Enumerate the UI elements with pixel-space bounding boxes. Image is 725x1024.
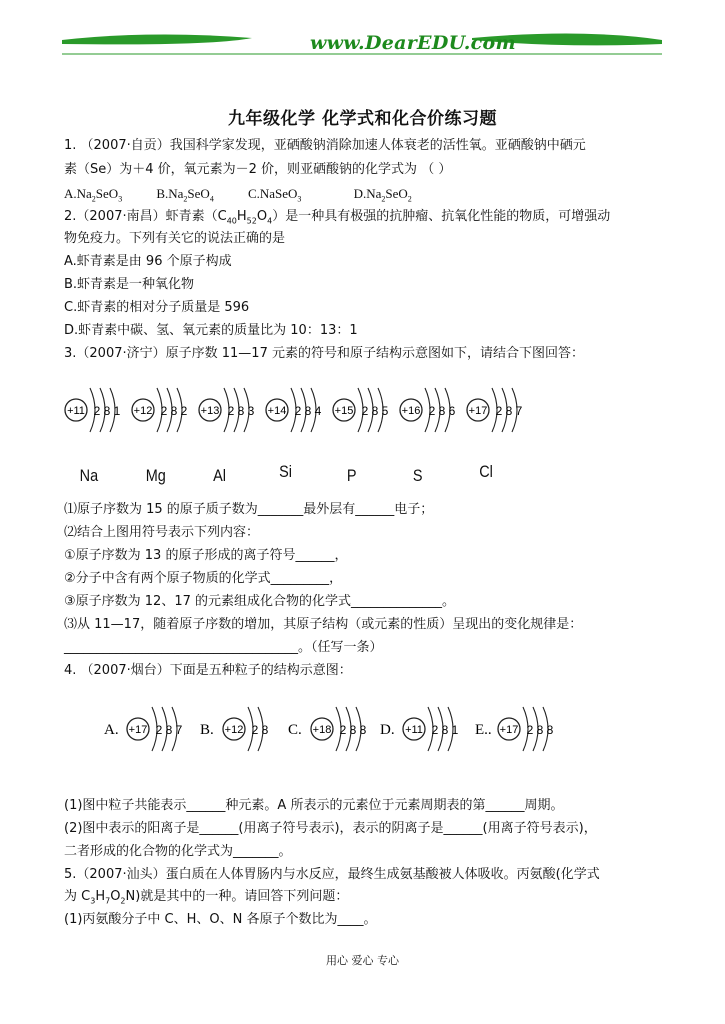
shell-electron-count: 8	[103, 404, 111, 418]
particle-label-2: C.	[288, 722, 302, 738]
shell-electron-count: 2	[431, 723, 439, 737]
particle-diagram-1	[223, 707, 269, 751]
shell-electron-count: 5	[381, 404, 389, 418]
atom-diagram-p	[333, 388, 389, 432]
shell-electron-count: 8	[170, 404, 178, 418]
shell-electron-count: 8	[536, 723, 544, 737]
atom-diagram-s	[400, 388, 456, 432]
q1-option-b: $B.Na_2SeO_4$	[156, 186, 214, 204]
element-symbol-al: Al	[213, 466, 226, 485]
shell-electron-count: 8	[165, 723, 173, 737]
shell-electron-count: 8	[349, 723, 357, 737]
particle-diagram-0	[127, 707, 183, 751]
q1-line1: 1. （2007·自贡）我国科学家发现，亚硒酸钠消除加速人体衰老的活性氧。亚硒酸钠中硒元	[64, 138, 586, 153]
q4-part3: 二者形成的化合物的化学式为_______。	[64, 844, 292, 859]
element-symbol-p: P	[346, 466, 357, 485]
shell-electron-count: 4	[314, 404, 322, 418]
nucleus-charge: +16	[401, 405, 421, 417]
q1-options	[64, 184, 442, 210]
header-banner	[62, 26, 662, 58]
particle-label-4: E..	[475, 722, 492, 738]
q5-line2: 为 $C_3H_7O_2N$)就是其中的一种。请回答下列问题：	[64, 889, 349, 906]
nucleus-charge: +17	[468, 405, 488, 417]
page-title: 九年级化学 化学式和化合价练习题	[228, 109, 497, 129]
q5-line3: (1)丙氨酸分子中 C、H、O、N 各原子个数比为____。	[64, 912, 377, 927]
nucleus-charge: +14	[267, 405, 287, 417]
nucleus-charge: +12	[224, 724, 244, 736]
particle-diagrams-row	[90, 692, 560, 772]
nucleus-charge: +11	[67, 405, 85, 417]
shell-electron-count: 8	[438, 404, 446, 418]
q2-option-c: C.虾青素的相对分子质量是 596	[64, 300, 250, 315]
element-symbol-cl: Cl	[479, 462, 493, 481]
nucleus-charge: +17	[499, 724, 519, 736]
shell-electron-count: 8	[546, 723, 554, 737]
shell-electron-count: 2	[294, 404, 302, 418]
q3-part1: ⑴原子序数为 15 的原子质子数为_______最外层有______电子；	[64, 502, 434, 517]
nucleus-charge: +17	[128, 724, 148, 736]
shell-electron-count: 3	[247, 404, 255, 418]
nucleus-charge: +18	[312, 724, 332, 736]
shell-electron-count: 8	[237, 404, 245, 418]
site-url: www.DearEDU.com	[310, 32, 516, 54]
q4-part2: (2)图中表示的阳离子是______(用离子符号表示)，表示的阴离子是______(用离子符号表示)，	[64, 821, 597, 836]
shell-electron-count: 8	[505, 404, 513, 418]
q3-part2b: ②分子中含有两个原子物质的化学式_________，	[64, 571, 343, 586]
nucleus-charge: +11	[405, 724, 423, 736]
atom-diagram-na	[65, 388, 121, 432]
q1-option-d: $D.Na_2SeO_2$	[353, 186, 412, 204]
q4-intro: 4. （2007·烟台）下面是五种粒子的结构示意图：	[64, 663, 352, 678]
q3-part2a: ①原子序数为 13 的原子形成的离子符号______，	[64, 548, 348, 563]
particle-label-1: B.	[200, 722, 214, 738]
shell-electron-count: 8	[371, 404, 379, 418]
shell-electron-count: 8	[304, 404, 312, 418]
shell-electron-count: 2	[339, 723, 347, 737]
particle-diagram-4	[498, 707, 554, 751]
particle-diagram-2	[311, 707, 367, 751]
shell-electron-count: 2	[227, 404, 235, 418]
q3-part2: ⑵结合上图用符号表示下列内容：	[64, 525, 260, 540]
shell-electron-count: 8	[261, 723, 269, 737]
shell-electron-count: 6	[448, 404, 456, 418]
particle-diagram-3	[403, 707, 459, 751]
shell-electron-count: 8	[441, 723, 449, 737]
shell-electron-count: 2	[361, 404, 369, 418]
shell-electron-count: 2	[526, 723, 534, 737]
particle-label-0: A.	[104, 722, 119, 738]
q2-option-a: A.虾青素是由 96 个原子构成	[64, 254, 232, 269]
q1-option-a: $A.Na_2SeO_3$	[64, 186, 123, 204]
q2-option-b: B.虾青素是一种氧化物	[64, 277, 195, 292]
shell-electron-count: 2	[251, 723, 259, 737]
shell-electron-count: 2	[428, 404, 436, 418]
q3-part3: ⑶从 11—17，随着原子序数的增加，其原子结构（或元素的性质）呈现出的变化规律是：	[64, 617, 583, 632]
q4-part1: (1)图中粒子共能表示______种元素。A 所表示的元素位于元素周期表的第______周期。	[64, 798, 564, 813]
atom-diagram-cl	[467, 388, 523, 432]
shell-electron-count: 2	[155, 723, 163, 737]
shell-electron-count: 2	[495, 404, 503, 418]
q3-part3-blank: ____________________________________。（任写一条）	[64, 640, 383, 655]
nucleus-charge: +12	[133, 405, 153, 417]
shell-electron-count: 1	[451, 723, 459, 737]
shell-electron-count: 8	[359, 723, 367, 737]
atom-diagram-si	[266, 388, 322, 432]
q5-line1: 5.（2007·汕头）蛋白质在人体胃肠内与水反应，最终生成氨基酸被人体吸收。丙氨酸(化学式	[64, 867, 600, 882]
shell-electron-count: 2	[93, 404, 101, 418]
atom-diagram-al	[199, 388, 255, 432]
element-symbol-na: Na	[79, 466, 99, 485]
element-symbol-s: S	[412, 466, 423, 485]
atom-diagrams-row	[62, 368, 542, 458]
shell-electron-count: 2	[160, 404, 168, 418]
page-footer: 用心 爱心 专心	[326, 954, 399, 967]
nucleus-charge: +15	[334, 405, 354, 417]
atom-diagram-mg	[132, 388, 188, 432]
q2-line1: 2.（2007·南昌）虾青素$(C_{40}H_{52}O_4)$是一种具有极强的抗肿瘤、抗氧化性能的物质，可增强动	[64, 209, 611, 226]
q2-line2: 物免疫力。下列有关它的说法正确的是	[64, 231, 286, 246]
shell-electron-count: 2	[180, 404, 188, 418]
q2-option-d: D.虾青素中碳、氢、氧元素的质量比为 10：13：1	[64, 323, 358, 338]
shell-electron-count: 7	[515, 404, 523, 418]
shell-electron-count: 7	[175, 723, 183, 737]
element-symbol-mg: Mg	[145, 466, 166, 485]
q1-option-c: C.NaSeO$_3$	[247, 186, 302, 204]
element-symbol-si: Si	[279, 462, 292, 481]
q3-part2c: ③原子序数为 12、17 的元素组成化合物的化学式______________。	[64, 594, 456, 609]
shell-electron-count: 1	[113, 404, 121, 418]
q3-intro: 3.（2007·济宁）原子序数 11—17 元素的符号和原子结构示意图如下，请结合下图回答：	[64, 346, 584, 361]
particle-label-3: D.	[380, 722, 395, 738]
nucleus-charge: +13	[200, 405, 220, 417]
q1-line2: 素（Se）为＋4 价，氧元素为－2 价，则亚硒酸钠的化学式为 （ ）	[64, 162, 452, 177]
